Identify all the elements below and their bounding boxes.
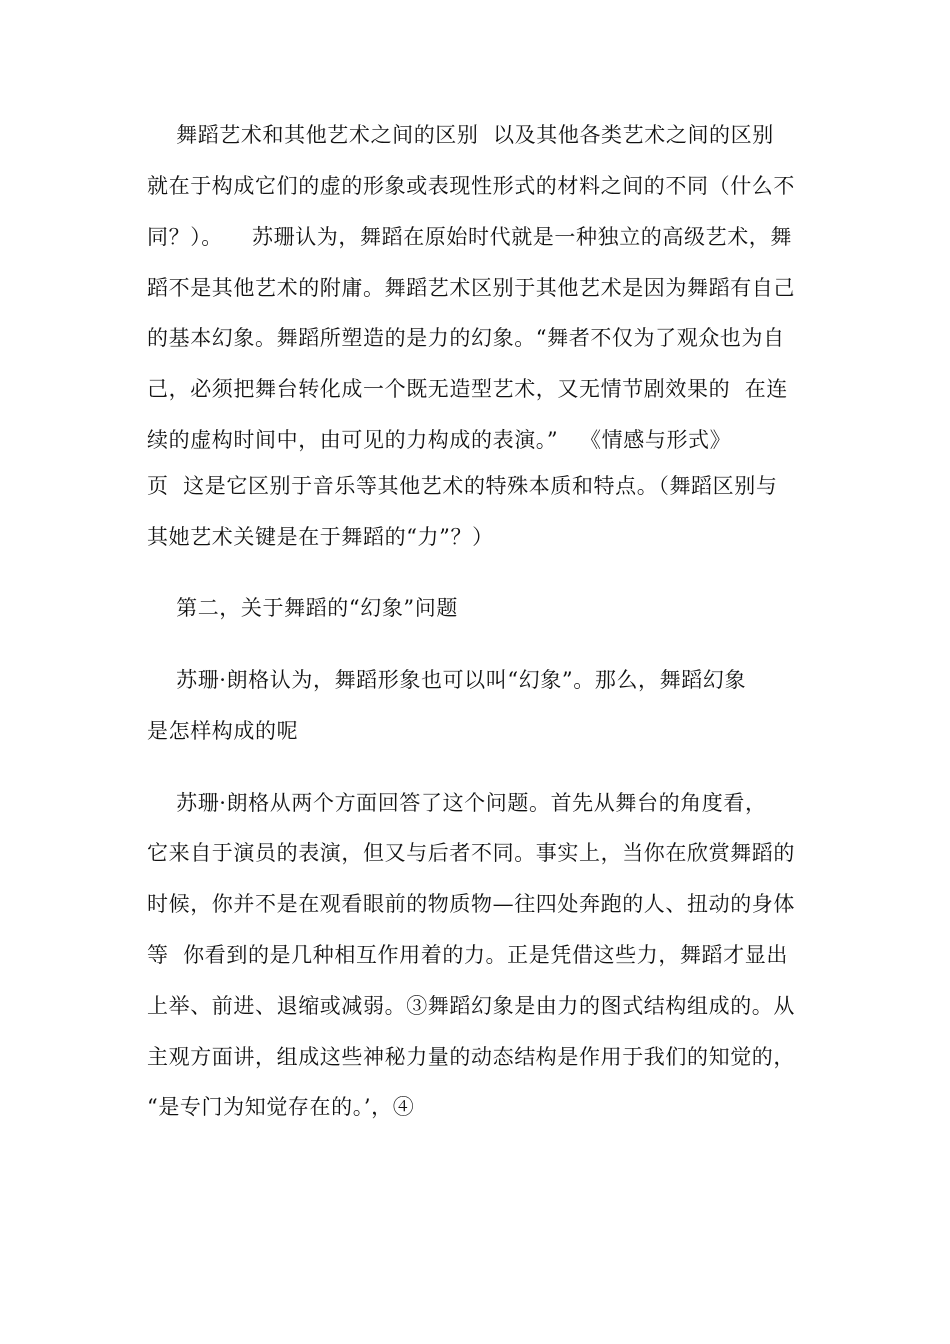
text-line: “是专门为知觉存在的。’，④ <box>147 1095 415 1119</box>
text-line: 的基本幻象。舞蹈所塑造的是力的幻象。“舞者不仅为了观众也为自 <box>147 326 785 350</box>
text-line: 苏珊·朗格认为，舞蹈形象也可以叫“幻象”。那么，舞蹈幻象 <box>147 668 747 692</box>
text-line: 其她艺术关键是在于舞蹈的“力”？） <box>147 525 494 549</box>
text-line: 续的虚构时间中，由可见的力构成的表演。” 《情感与形式》 <box>147 428 732 452</box>
text-line: 等 你看到的是几种相互作用着的力。正是凭借这些力，舞蹈才显出 <box>147 943 788 967</box>
text-line: 蹈不是其他艺术的附庸。舞蹈艺术区别于其他艺术是因为舞蹈有自己 <box>147 276 795 300</box>
text-line: 页 这是它区别于音乐等其他艺术的特殊本质和特点。（舞蹈区别与 <box>147 474 778 498</box>
text-line: 就在于构成它们的虚的形象或表现性形式的材料之间的不同（什么不 <box>147 174 795 198</box>
section-heading: 第二，关于舞蹈的“幻象”问题 <box>147 596 458 620</box>
text-line: 时候，你并不是在观看眼前的物质物—往四处奔跑的人、扭动的身体 <box>147 892 795 916</box>
text-line: 是怎样构成的呢 <box>147 719 299 743</box>
text-line: 它来自于演员的表演，但又与后者不同。事实上，当你在欣赏舞蹈的 <box>147 841 795 865</box>
text-line: 苏珊·朗格从两个方面回答了这个问题。首先从舞台的角度看， <box>147 791 767 815</box>
text-line: 上举、前进、退缩或减弱。③舞蹈幻象是由力的图式结构组成的。从 <box>147 994 795 1018</box>
text-line: 同？）。 苏珊认为，舞蹈在原始时代就是一种独立的高级艺术，舞 <box>147 225 792 249</box>
text-line: 主观方面讲，组成这些神秘力量的动态结构是作用于我们的知觉的， <box>147 1045 795 1069</box>
text-line: 舞蹈艺术和其他艺术之间的区别 以及其他各类艺术之间的区别 <box>147 123 774 147</box>
text-line: 己，必须把舞台转化成一个既无造型艺术，又无情节剧效果的 在连 <box>147 377 788 401</box>
